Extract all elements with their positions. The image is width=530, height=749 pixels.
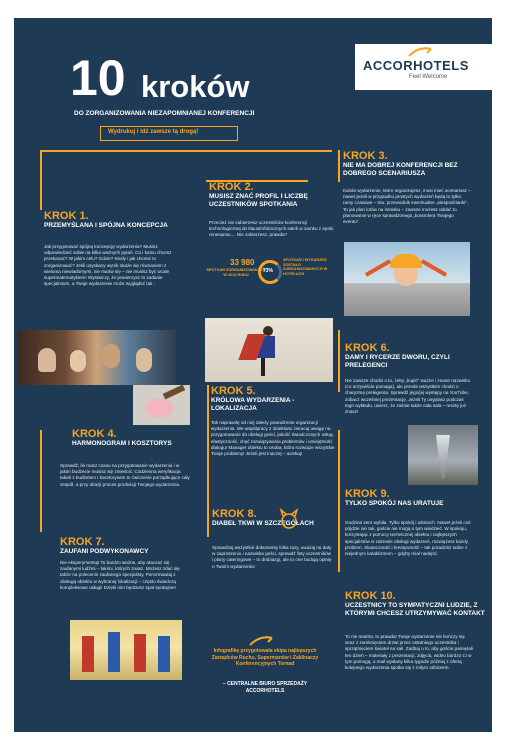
tagline: Wydrukuj i idź zawsze tą drogą! xyxy=(108,129,199,135)
step-label: KROK 4. xyxy=(72,428,117,440)
step-text: Nie zawsze chodzi o to, żeby „kupić” ważne i znane nazwisko (co oczywiście pomaga), ale przede wszystkim chodzi o charyzmę prelegenta. Sprawdź jego/jej występy na YouTube, zobacz wcześniej prezentację. Jeżeli Ty usypiasz podczas tego wykładu, uwierz, że zaśnie także cała sala – resztę już znasz! xyxy=(345,378,471,415)
step-1 xyxy=(44,210,194,230)
kids-superheroes-photo xyxy=(70,620,182,680)
airport-controller-photo xyxy=(344,242,470,316)
step-title: DIABEŁ TKWI W SZCZEGÓŁACH xyxy=(212,520,314,527)
step-title: DAMY I RYCERZE DWORU, CZYLI PRELEGENCI xyxy=(345,354,450,369)
step-text: Sprawdzaj wszystkie dokumenty kilka razy, uważaj na daty w zaproszeniu i nazwiska gości, sprawdź listy uczestników i plany cateringowe – to drobiazgi, ale to one budują opinię o Twoim wydarzeniu! xyxy=(212,545,332,569)
arrow-swoosh-icon xyxy=(248,635,274,647)
step-title: KRÓLOWA WYDARZENIA - LOKALIZACJA xyxy=(211,397,295,412)
step-label: KROK 1. xyxy=(44,210,89,222)
step-title: ZAUFANI PODWYKONAWCY xyxy=(60,548,149,555)
step-label: KROK 3. xyxy=(343,150,388,162)
step-title: NIE MA DOBREJ KONFERENCJI BEZ DOBREGO SCENARIUSZA xyxy=(343,162,458,177)
logo-slogan: Feel Welcome xyxy=(409,74,448,80)
step-9 xyxy=(345,488,465,508)
step-label: KROK 10. xyxy=(345,590,396,602)
subtitle: DO ZORGANIZOWANIA NIEZAPOMNIANEJ KONFERENCJI xyxy=(74,110,255,117)
conference-audience-photo xyxy=(18,330,176,385)
step-8 xyxy=(212,508,332,528)
step-text: To nie mantra, to prawda! Twoje wydarzenie nie kończy się wraz z zamknięciem drzwi przez ostatniego uczestnika i sprzątnięciem świateł na sali. Zadbaj o to, aby goście pamiętali ten dzień – materiały z prezentacji, zdjęcia, wideo bardzo Ci w tym pomogą, a mail wysłany kilka tygodni później z ofertą kolejnego wydarzenia spotka się z miłym odbiorem. xyxy=(345,634,473,671)
step-3 xyxy=(343,150,483,178)
devil-icon xyxy=(278,508,300,530)
stat-label-right: SPOTKAŃ I WYDARZEŃ ZOSTAŁO ZORGANIZOWANYCH W HOTELACH xyxy=(283,258,328,276)
stat-value: 33 980 xyxy=(230,258,255,267)
step-label: KROK 2. xyxy=(209,181,254,193)
step-label: KROK 7. xyxy=(60,536,105,548)
step-title: PRZEMYŚLANA I SPÓJNA KONCEPCJA xyxy=(44,222,168,229)
step-title: MUSISZ ZNAĆ PROFIL I LICZBĘ UCZESTNIKÓW SPOTKANIA xyxy=(209,193,308,208)
step-10 xyxy=(345,590,485,618)
step-text: Jak przygotować spójną koncepcję wydarzenia? Musisz odpowiedzieć sobie na kilka ważnych pytań. Co i komu chcesz przekazać? W jakim celu? Gdzie? Kiedy i jak chcesz to zorganizować? Jeśli uzyskany wynik okaże się równaniem z wieloma niewiadomymi, nie martw się – nie musisz być wcale supermatematykiem! Wystarczy, że powierzysz to zadanie specjalistom, a Twoje wydarzenie może wyglądać tak : xyxy=(44,244,172,287)
step-label: KROK 5. xyxy=(211,385,256,397)
tornado-photo xyxy=(408,425,478,485)
step-text: Przecież nie zabierzesz uczestników konferencji technologicznej do klaustrofobicznych salek w zamku z epoki renesansu.... Nie zabierzesz, prawda? xyxy=(209,220,334,238)
step-5 xyxy=(211,385,341,413)
footer-credit: Infografikę przygotowała ekipa najlepszych Zarządców Ruchu, Supermanów i Zaklinaczy Konferencyjnych Tornad xyxy=(211,648,319,667)
arrow-swoosh-icon xyxy=(407,46,433,58)
stat-percent: 73% xyxy=(263,268,274,274)
step-4 xyxy=(72,428,202,448)
step-text: Każde wydarzenie, które organizujesz, musi mieć scenariusz – nawet jeżeli w przypadku prostych wydarzeń będą to tylko ramy czasowe – tzw. przewodnik ewentualne „niespodzianki”. To jak plan lotów na lotnisku – zawsze możesz oddać to planowanie w ręce sprawdzonego „kontrolera Twojego eventu”. xyxy=(343,188,471,225)
step-6 xyxy=(345,342,475,370)
piggy-bank-photo xyxy=(133,385,190,425)
step-text: Sprawdź, ile masz czasu na przygotowanie wydarzenia i w jakim budżecie musisz się zmieścić. Codzienna weryfikacja tabeli z budżetem i kosztorysem to ćwiczenie porządkujące cały zespół, a przy okazji proces produkcji Twojego wydarzenia. xyxy=(60,463,190,487)
footer-dept: – CENTRALNE BIURO SPRZEDAŻY ACCORHOTELS xyxy=(222,681,308,694)
accorhotels-logo xyxy=(355,44,495,90)
title-number: 10 xyxy=(70,50,126,106)
step-7 xyxy=(60,536,190,556)
step-text: Tak naprawdę od niej zależy powodzenie organizacji wydarzenia. We współpracy z obiektami zwracaj uwagę na przygotowanie do obsługi gości, jakość świadczonych usług, elastyczność, chęć rozwiązywania problemów i umiejętność dialogu! Manager obiektu to osoba, która rozwiąże wszystkie Twoje problemy! Jeżeli jest inaczej – uciekaj! xyxy=(211,420,335,457)
step-label: KROK 8. xyxy=(212,508,257,520)
step-title: UCZESTNICY TO SYMPATYCZNI LUDZIE, Z KTÓRYMI CHCESZ UTRZYMYWAĆ KONTAKT xyxy=(345,602,485,617)
logo-name: ACCORHOTELS xyxy=(363,58,469,73)
title-word: kroków xyxy=(141,69,250,104)
stat-label-left: SPOTKAŃ ZORGANIZOWANYCH W 2015 ROKU xyxy=(206,268,266,277)
step-title: TYLKO SPOKÓJ NAS URATUJE xyxy=(345,500,444,507)
step-label: KROK 9. xyxy=(345,488,390,500)
step-label: KROK 6. xyxy=(345,342,390,354)
superhero-photo xyxy=(205,318,333,382)
step-title: HARMONOGRAM I KOSZTORYS xyxy=(72,440,172,447)
step-2 xyxy=(209,181,339,209)
step-text: Nie eksperymentuj! To bardzo ważne, aby otaczać się zaufanymi ludźmi – takimi, których znasz. Możesz zdać się także na polecenie zaufanego specjalisty. Porozmawiaj z obsługą obiektu w wybranej lokalizacji – często świadczą kompleksowe usługi! Dzięki nim będziesz spał spokojnie! xyxy=(60,560,180,590)
step-text: Godzina zero wybiła. Tylko spokój i uśmiech. Nawet jeżeli coś pójdzie nie tak, goście nie mogą o tym wiedzieć. W spokoju, korzystając z pomocy technicznej obiektu i najlepszych specjalistów w zakresie obsługi wydarzeń, rozwiążesz każdy problem. Skuteczność i kreatywność – tak poradzisz sobie z niejednym kataklizmem – gdyby miał nadejść. xyxy=(345,520,471,557)
path-line xyxy=(40,150,332,152)
